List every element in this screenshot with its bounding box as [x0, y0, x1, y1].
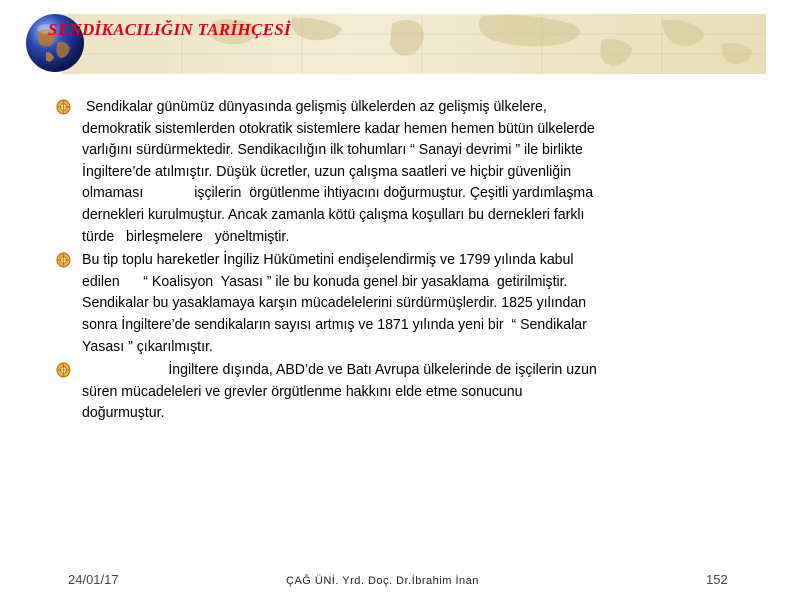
page-number: 152: [706, 572, 728, 587]
footer-date: 24/01/17: [68, 572, 119, 587]
bullet-item: [56, 96, 775, 247]
compass-bullet-icon: [56, 252, 71, 268]
footer-author: ÇAĞ ÜNİ. Yrd. Doç. Dr.İbrahim İnan: [286, 575, 479, 587]
paragraph-text: Sendikalar günümüz dünyasında gelişmiş ülkelerden az gelişmiş ülkelere, demokratik sistemlerden otokratik sistemlere kadar hemen hemen bütün ülkelerde varlığını sürdürmektedir. Sendikacılığın ilk tohumları “ Sanayi devrimi ” ile birlikte İngiltere’de atılmıştır. Düşük ücretler, uzun çalışma saatleri ve hiçbir güvenliğin olmaması işçilerin örgütlenme ihtiyacını doğurmuştur. Çeşitli yardımlaşma dernekleri kurulmuştur. Ancak zamanla kötü çalışma koşulları bu dernekleri farklı türde birleşmelere yöneltmiştir.: [82, 98, 595, 245]
slide-title: SENDİKACILIĞIN TARİHÇESİ: [48, 20, 291, 39]
paragraph-text: Bu tip toplu hareketler İngiliz Hükümetini endişelendirmiş ve 1799 yılında kabul edilen “ Koalisyon Yasası ” ile bu konuda genel bir yasaklama getirilmiştir. Sendikalar bu yasaklamaya karşın mücadelelerini sürdürmüşlerdir. 1825 yılından sonra İngiltere’de sendikaların sayısı artmış ve 1871 yılında yeni bir “ Sendikalar Yasası ” çıkarılmıştır.: [82, 251, 587, 355]
bullet-item: [56, 249, 775, 357]
bullet-item: [56, 359, 775, 424]
compass-bullet-icon: [56, 99, 71, 115]
slide-body: [56, 96, 766, 426]
paragraph-text: İngiltere dışında, ABD’de ve Batı Avrupa ülkelerinde de işçilerin uzun süren mücadeleleri ve grevler örgütlenme hakkını elde etme sonucunu doğurmuştur.: [82, 361, 597, 422]
compass-bullet-icon: [56, 362, 71, 378]
